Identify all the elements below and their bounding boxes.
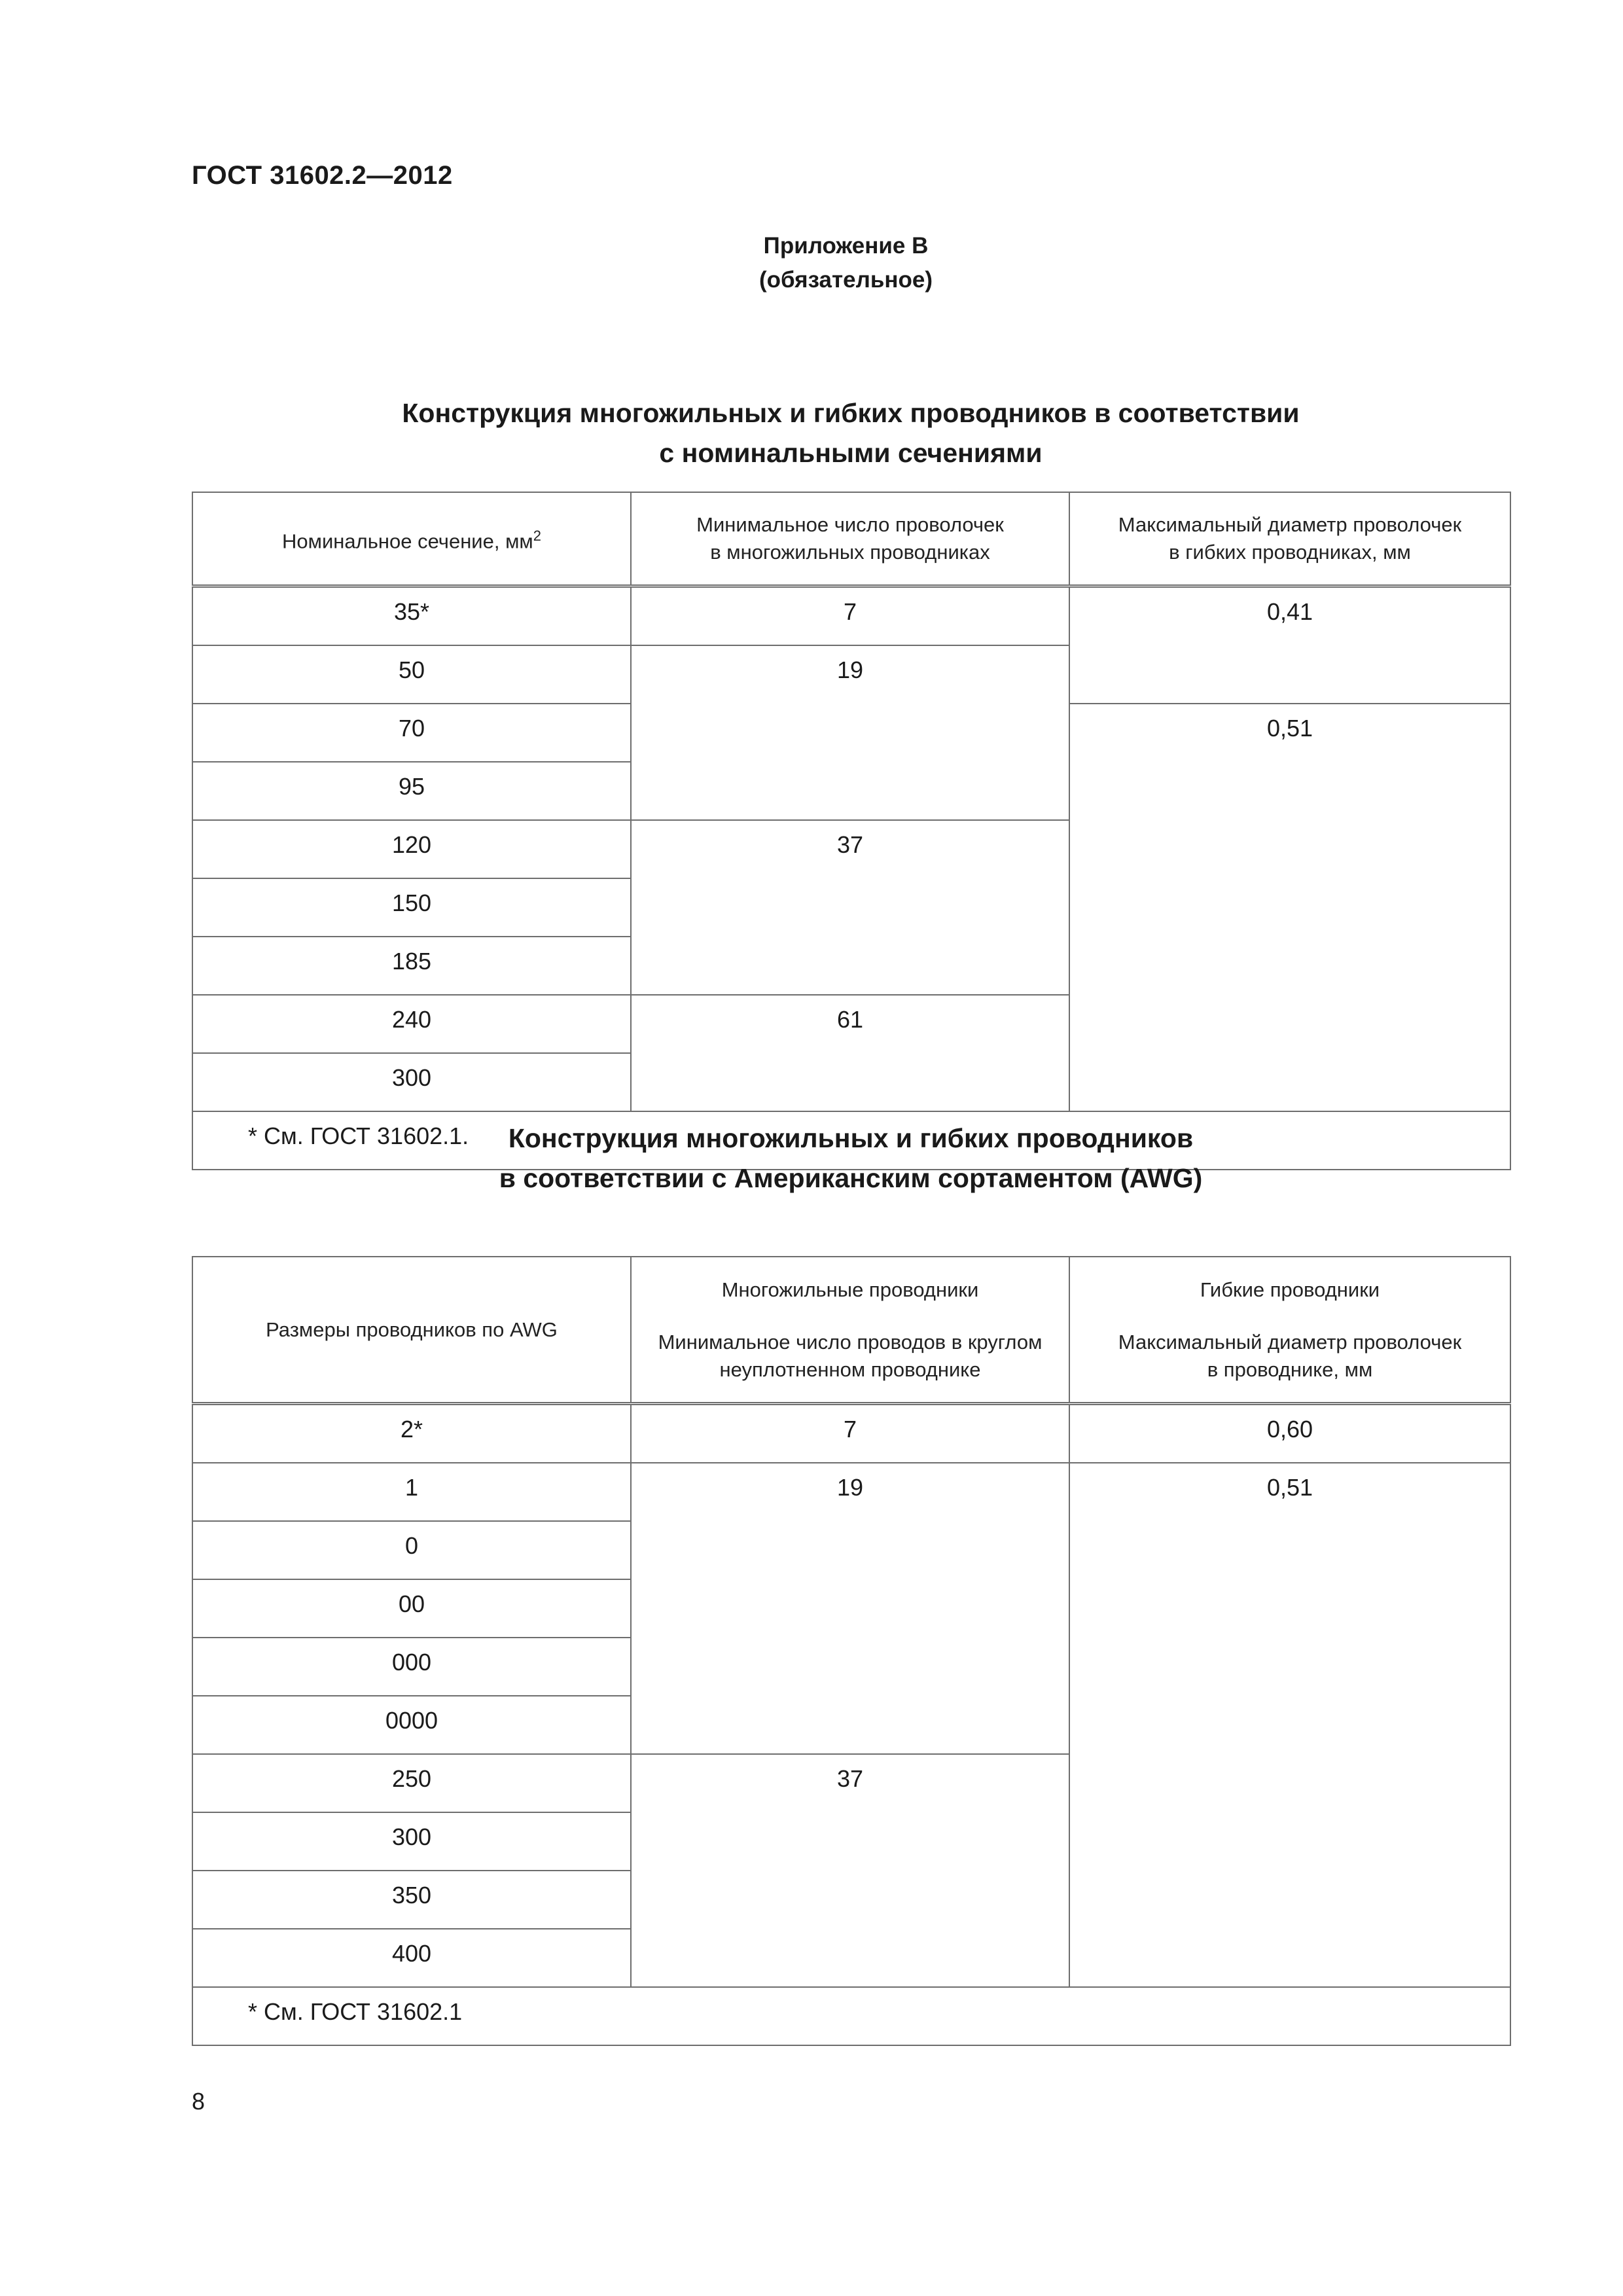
table1-header-max-diameter: Максимальный диаметр проволочек в гибких проводниках, мм [1069,492,1510,586]
annex-title: Приложение В [763,233,929,259]
annex-heading [0,229,1623,297]
table-row [192,1463,1510,1521]
max-diameter-cell: 0,60 [1069,1404,1510,1463]
table2-header-flexible: Гибкие проводники Максимальный диаметр проволочек в проводнике, мм [1069,1257,1510,1404]
min-wires-cell: 37 [631,820,1069,995]
section-cell: 185 [192,937,631,995]
max-diameter-cell: 0,51 [1069,1463,1510,1987]
table1-title [192,393,1510,473]
min-wires-cell: 19 [631,645,1069,820]
awg-size-cell: 1 [192,1463,631,1521]
awg-size-cell: 400 [192,1929,631,1987]
table1-title-line2: с номинальными сечениями [659,438,1043,468]
awg-size-cell: 350 [192,1871,631,1929]
section-cell: 150 [192,878,631,937]
section-cell: 95 [192,762,631,820]
min-wires-cell: 7 [631,1404,1069,1463]
table2-title-line1: Конструкция многожильных и гибких проводников [508,1123,1194,1153]
section-cell: 120 [192,820,631,878]
annex-status: (обязательное) [758,267,933,293]
table2-header-awg-size: Размеры проводников по AWG [192,1257,631,1404]
table1-header-min-wires: Минимальное число проволочек в многожильных проводниках [631,492,1069,586]
table2-awg-sizes [192,1256,1511,2046]
table-row [192,586,1510,646]
awg-size-cell: 0 [192,1521,631,1579]
awg-size-cell: 300 [192,1812,631,1871]
section-cell: 35* [192,586,631,646]
table1-footnote: * См. ГОСТ 31602.1. [192,1111,1510,1170]
awg-size-cell: 000 [192,1638,631,1696]
section-cell: 50 [192,645,631,704]
section-cell: 70 [192,704,631,762]
table2-title [192,1119,1510,1198]
max-diameter-cell: 0,51 [1069,704,1510,1111]
table1-title-line1: Конструкция многожильных и гибких проводников в соответствии [402,398,1300,428]
min-wires-cell: 61 [631,995,1069,1111]
document-code: ГОСТ 31602.2—2012 [192,161,453,190]
awg-size-cell: 00 [192,1579,631,1638]
max-diameter-cell: 0,41 [1069,586,1510,704]
awg-size-cell: 0000 [192,1696,631,1754]
min-wires-cell: 19 [631,1463,1069,1754]
min-wires-cell: 7 [631,586,1069,646]
table1-header-section: Номинальное сечение, $мм^2$ [192,492,631,586]
min-wires-cell: 37 [631,1754,1069,1987]
awg-size-cell: 2* [192,1404,631,1463]
table2-header-stranded: Многожильные проводники Минимальное число проводов в круглом неуплотненном проводнике [631,1257,1069,1404]
table-footnote-row [192,1987,1510,2045]
table-row [192,1404,1510,1463]
section-cell: 300 [192,1053,631,1111]
section-cell: 240 [192,995,631,1053]
table2-title-line2: в соответствии с Американским сортаментом (AWG) [499,1163,1203,1193]
table2-footnote: * См. ГОСТ 31602.1 [192,1987,1510,2045]
page-number: 8 [192,2088,205,2115]
table1-nominal-sections [192,492,1511,1170]
awg-size-cell: 250 [192,1754,631,1812]
